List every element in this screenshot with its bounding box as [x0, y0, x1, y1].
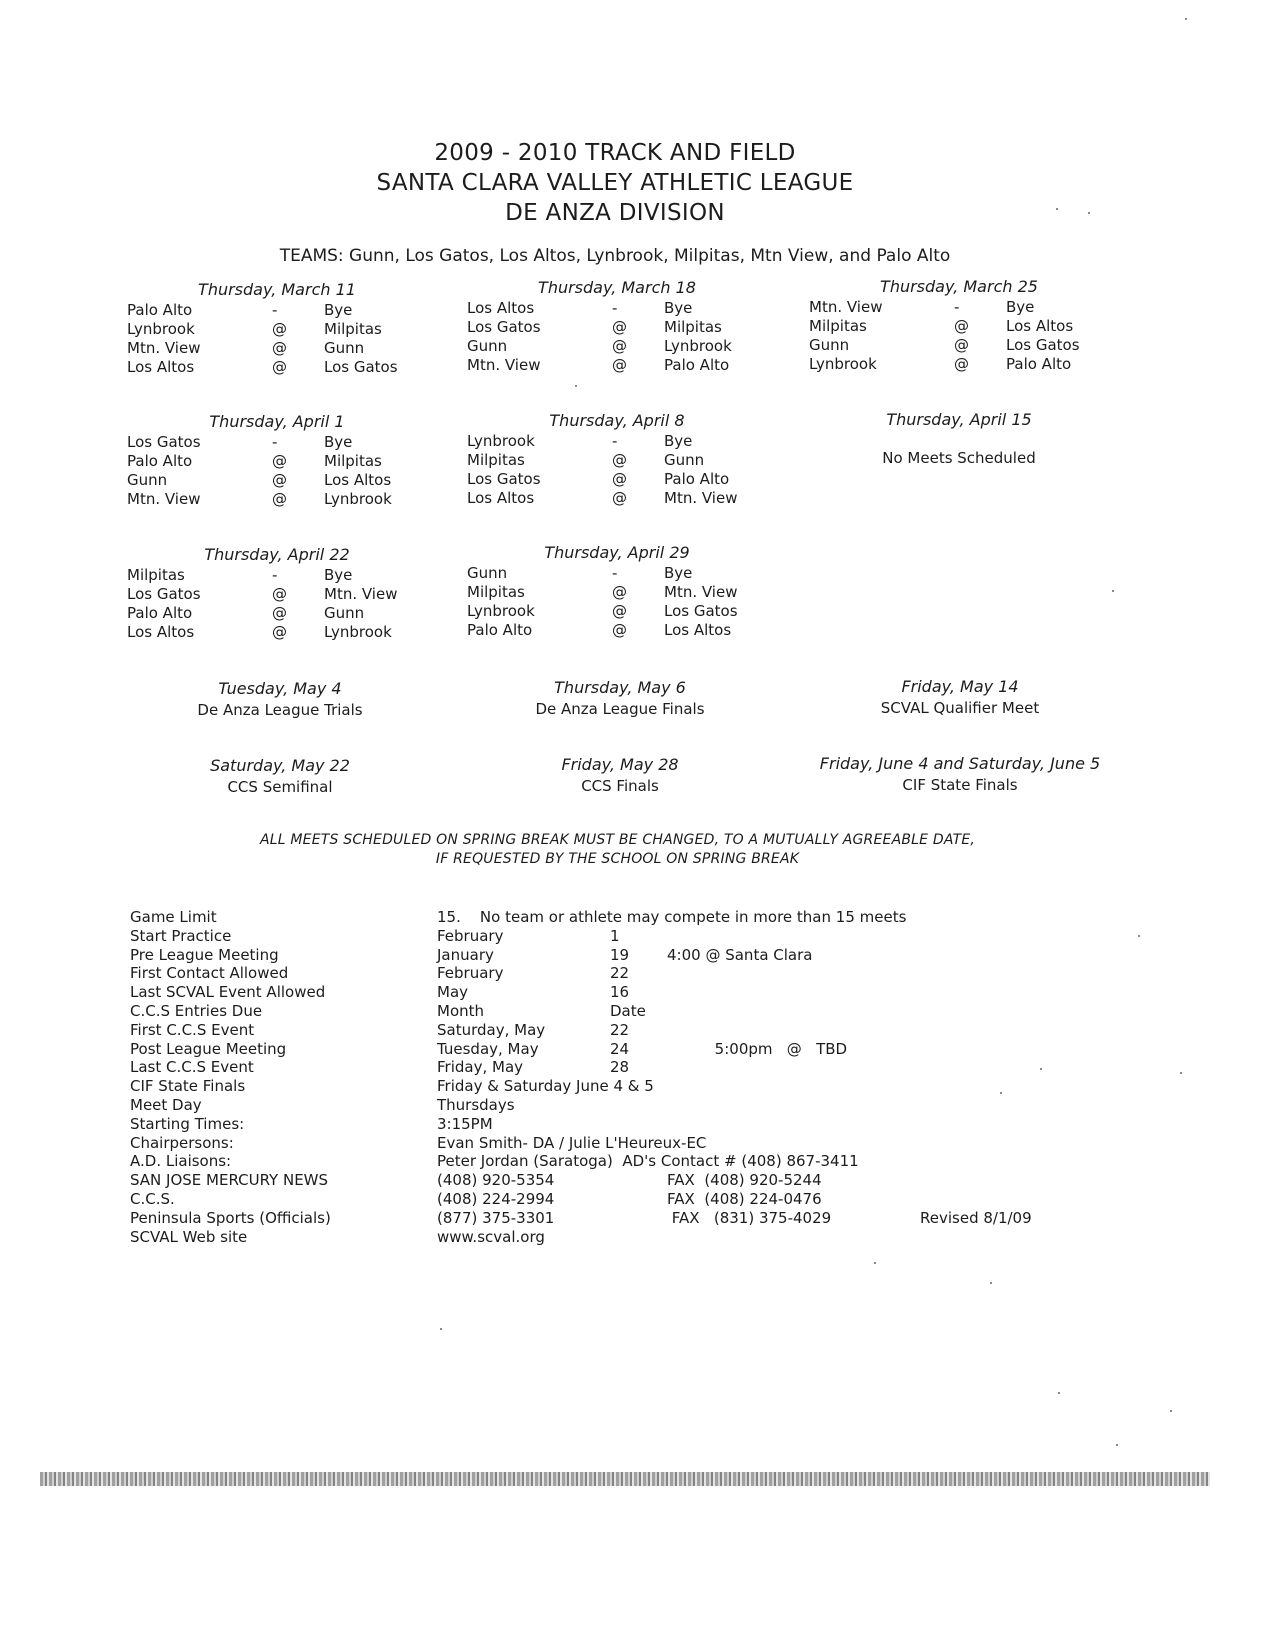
- matchup-home: Milpitas: [467, 451, 525, 469]
- matchup-row: [127, 566, 427, 585]
- info-v1: 15. No team or athlete may compete in more than 15 meets: [437, 908, 907, 926]
- matchup-home: Palo Alto: [127, 604, 193, 622]
- info-row: [130, 1040, 1130, 1059]
- info-v1: January: [437, 945, 494, 964]
- event-block: [130, 755, 430, 797]
- week-block: [127, 279, 427, 377]
- matchup-sep: @: [954, 317, 969, 335]
- event-block: [800, 753, 1120, 795]
- week-date: Thursday, April 22: [204, 545, 350, 564]
- matchup-sep: @: [612, 602, 627, 620]
- info-v1: (408) 920-5354: [437, 1171, 555, 1190]
- matchup-row: [467, 470, 767, 489]
- matchup-home: Mtn. View: [127, 339, 201, 357]
- event-block: [470, 677, 770, 719]
- matchup-home: Milpitas: [127, 566, 185, 584]
- matchup-home: Los Altos: [467, 299, 535, 317]
- matchup-home: Mtn. View: [467, 356, 541, 374]
- week-date: Thursday, April 1: [209, 412, 345, 431]
- matchup-row: [127, 339, 427, 358]
- matchup-row: [127, 433, 427, 452]
- matchup-home: Lynbrook: [467, 432, 535, 450]
- info-v1: Thursdays: [437, 1095, 515, 1114]
- scan-speck: [440, 1328, 442, 1330]
- matchup-home: Gunn: [467, 337, 508, 355]
- matchup-sep: @: [272, 585, 287, 603]
- scan-speck: [1116, 1444, 1118, 1446]
- matchup-sep: @: [612, 356, 627, 374]
- info-row: [130, 1209, 1130, 1228]
- info-v1: Friday, May: [437, 1058, 524, 1077]
- event-name: De Anza League Trials: [197, 701, 363, 719]
- info-v1: Tuesday, May: [437, 1039, 539, 1058]
- week-date: Thursday, April 15: [886, 410, 1032, 429]
- matchup-row: [467, 299, 767, 318]
- matchup-sep: @: [954, 336, 969, 354]
- event-block: [130, 678, 430, 720]
- matchup-row: [467, 489, 767, 508]
- info-label: Chairpersons:: [130, 1133, 234, 1152]
- matchup-away: Los Gatos: [664, 602, 738, 620]
- matchup-sep: @: [272, 358, 287, 376]
- week-date: Thursday, March 25: [880, 277, 1038, 296]
- info-row: [130, 1021, 1130, 1040]
- info-v1: Evan Smith- DA / Julie L'Heureux-EC: [437, 1133, 707, 1152]
- matchup-home: Palo Alto: [467, 621, 533, 639]
- matchup-row: [127, 358, 427, 377]
- matchup-sep: -: [612, 432, 618, 450]
- scan-speck: [1138, 935, 1140, 937]
- info-v3: FAX (408) 920-5244: [667, 1171, 822, 1190]
- matchup-sep: @: [272, 604, 287, 622]
- info-label: C.C.S Entries Due: [130, 1001, 263, 1020]
- info-v1: Peter Jordan (Saratoga) AD's Contact # (408) 867-3411: [437, 1152, 859, 1171]
- week-date: Thursday, March 11: [198, 280, 356, 299]
- matchup-sep: @: [612, 621, 627, 639]
- matchup-sep: @: [612, 337, 627, 355]
- matchup-sep: @: [272, 339, 287, 357]
- matchup-away: Bye: [664, 299, 693, 317]
- info-label: Starting Times:: [130, 1114, 245, 1133]
- info-v2: 22: [610, 1020, 630, 1039]
- matchup-away: Los Gatos: [1006, 336, 1080, 354]
- document-title: [0, 138, 1230, 228]
- matchup-away: Mtn. View: [324, 585, 398, 603]
- info-label: First C.C.S Event: [130, 1020, 255, 1039]
- matchup-sep: @: [272, 471, 287, 489]
- matchup-away: Lynbrook: [664, 337, 732, 355]
- info-v3: FAX (831) 375-4029: [667, 1208, 832, 1227]
- matchup-row: [127, 604, 427, 623]
- scan-speck: [1088, 212, 1090, 214]
- scan-speck: [1058, 1392, 1060, 1394]
- info-v2: 28: [610, 1058, 630, 1077]
- matchup-home: Los Gatos: [467, 470, 541, 488]
- scan-speck: [874, 1262, 876, 1264]
- event-name: CCS Finals: [581, 777, 659, 795]
- title-line-2: SANTA CLARA VALLEY ATHLETIC LEAGUE: [376, 170, 854, 196]
- matchup-sep: @: [612, 489, 627, 507]
- matchup-home: Gunn: [127, 471, 168, 489]
- week-date: Thursday, April 29: [544, 543, 690, 562]
- info-row: [130, 964, 1130, 983]
- matchup-row: [467, 451, 767, 470]
- matchup-away: Milpitas: [324, 320, 382, 338]
- matchup-row: [467, 621, 767, 640]
- matchup-row: [467, 356, 767, 375]
- event-block: [470, 754, 770, 796]
- matchup-away: Lynbrook: [324, 623, 392, 641]
- week-block: [127, 411, 427, 509]
- teams-line: TEAMS: Gunn, Los Gatos, Los Altos, Lynbrook, Milpitas, Mtn View, and Palo Alto: [279, 246, 951, 266]
- info-label: Last SCVAL Event Allowed: [130, 983, 326, 1002]
- matchup-sep: -: [272, 301, 278, 319]
- matchup-away: Los Altos: [324, 471, 392, 489]
- info-v2: 1: [610, 926, 620, 945]
- scan-speck: [1170, 1410, 1172, 1412]
- matchup-sep: -: [612, 299, 618, 317]
- matchup-row: [467, 432, 767, 451]
- matchup-home: Lynbrook: [467, 602, 535, 620]
- matchup-home: Mtn. View: [809, 298, 883, 316]
- matchup-away: Mtn. View: [664, 489, 738, 507]
- matchup-away: Mtn. View: [664, 583, 738, 601]
- event-name: SCVAL Qualifier Meet: [880, 699, 1040, 717]
- matchup-row: [809, 355, 1109, 374]
- matchup-sep: -: [612, 564, 618, 582]
- matchup-away: Los Altos: [1006, 317, 1074, 335]
- info-row: [130, 983, 1130, 1002]
- matchup-row: [127, 452, 427, 471]
- info-v2: 22: [610, 964, 630, 983]
- info-v2: Date: [610, 1001, 646, 1020]
- info-row: [130, 946, 1130, 965]
- matchup-sep: @: [272, 490, 287, 508]
- title-line-1: 2009 - 2010 TRACK AND FIELD: [434, 140, 796, 166]
- matchup-away: Bye: [324, 433, 353, 451]
- matchup-home: Gunn: [809, 336, 850, 354]
- info-row: [130, 927, 1130, 946]
- info-row: [130, 1134, 1130, 1153]
- matchup-away: Gunn: [664, 451, 705, 469]
- week-block: [467, 542, 767, 640]
- info-v1: (408) 224-2994: [437, 1189, 555, 1208]
- matchup-home: Los Altos: [127, 623, 195, 641]
- info-v4: Revised 8/1/09: [920, 1208, 1032, 1227]
- scan-speck: [1112, 590, 1114, 592]
- scan-speck: [1000, 1092, 1002, 1094]
- notice-line-1: ALL MEETS SCHEDULED ON SPRING BREAK MUST BE CHANGED, TO A MUTUALLY AGREEABLE DATE,: [259, 832, 976, 848]
- matchup-away: Los Gatos: [324, 358, 398, 376]
- matchup-home: Los Altos: [127, 358, 195, 376]
- info-label: C.C.S.: [130, 1189, 175, 1208]
- event-name: De Anza League Finals: [535, 700, 705, 718]
- event-date: Tuesday, May 4: [218, 679, 342, 698]
- matchup-row: [467, 583, 767, 602]
- matchup-away: Bye: [324, 566, 353, 584]
- info-label: Post League Meeting: [130, 1039, 287, 1058]
- matchup-away: Los Altos: [664, 621, 732, 639]
- info-row: [130, 1058, 1130, 1077]
- matchup-sep: @: [612, 470, 627, 488]
- week-block: [127, 544, 427, 642]
- matchup-home: Los Gatos: [467, 318, 541, 336]
- info-label: Start Practice: [130, 926, 232, 945]
- info-v2: 24: [610, 1039, 630, 1058]
- matchup-sep: @: [272, 623, 287, 641]
- matchup-away: Bye: [324, 301, 353, 319]
- matchup-row: [467, 318, 767, 337]
- matchup-sep: -: [954, 298, 960, 316]
- matchup-row: [127, 471, 427, 490]
- info-v1: www.scval.org: [437, 1227, 545, 1246]
- spring-break-notice: [0, 831, 1235, 869]
- event-date: Friday, June 4 and Saturday, June 5: [819, 754, 1101, 773]
- matchup-row: [127, 301, 427, 320]
- week-block: [809, 409, 1109, 469]
- matchup-row: [127, 585, 427, 604]
- matchup-sep: -: [272, 566, 278, 584]
- matchup-row: [467, 564, 767, 583]
- matchup-row: [127, 623, 427, 642]
- event-date: Thursday, May 6: [554, 678, 686, 697]
- info-label: Peninsula Sports (Officials): [130, 1208, 331, 1227]
- scan-speck: [1180, 1072, 1182, 1074]
- notice-line-2: IF REQUESTED BY THE SCHOOL ON SPRING BREAK: [435, 851, 800, 867]
- matchup-row: [809, 317, 1109, 336]
- week-block: [467, 410, 767, 508]
- week-note: No Meets Scheduled: [882, 449, 1036, 467]
- info-label: Meet Day: [130, 1095, 202, 1114]
- matchup-home: Los Gatos: [127, 433, 201, 451]
- info-row: [130, 1190, 1130, 1209]
- week-date: Thursday, March 18: [538, 278, 696, 297]
- info-v3: 4:00 @ Santa Clara: [667, 945, 813, 964]
- info-label: First Contact Allowed: [130, 964, 289, 983]
- info-row: [130, 1002, 1130, 1021]
- week-date: Thursday, April 8: [549, 411, 685, 430]
- matchup-away: Palo Alto: [664, 356, 730, 374]
- matchup-home: Milpitas: [467, 583, 525, 601]
- event-name: CCS Semifinal: [227, 778, 333, 796]
- matchup-sep: @: [612, 583, 627, 601]
- event-date: Friday, May 28: [561, 755, 679, 774]
- matchup-home: Lynbrook: [127, 320, 195, 338]
- info-row: [130, 1096, 1130, 1115]
- matchup-away: Gunn: [324, 604, 365, 622]
- info-v1: February: [437, 926, 504, 945]
- matchup-home: Lynbrook: [809, 355, 877, 373]
- info-v1: Friday & Saturday June 4 & 5: [437, 1077, 654, 1096]
- info-v3: FAX (408) 224-0476: [667, 1189, 822, 1208]
- title-line-3: DE ANZA DIVISION: [505, 200, 725, 226]
- matchup-sep: @: [954, 355, 969, 373]
- matchup-home: Mtn. View: [127, 490, 201, 508]
- scan-speck: [575, 385, 577, 387]
- matchup-home: Los Altos: [467, 489, 535, 507]
- info-v1: (877) 375-3301: [437, 1208, 555, 1227]
- week-block: [467, 277, 767, 375]
- info-v2: 16: [610, 983, 630, 1002]
- info-label: SCVAL Web site: [130, 1227, 248, 1246]
- info-row: [130, 1152, 1130, 1171]
- matchup-row: [809, 298, 1109, 317]
- matchup-sep: @: [612, 318, 627, 336]
- event-name: CIF State Finals: [902, 776, 1018, 794]
- info-v1: Saturday, May: [437, 1020, 546, 1039]
- info-v3: 5:00pm @ TBD: [667, 1039, 848, 1058]
- matchup-sep: @: [612, 451, 627, 469]
- info-row: [130, 1171, 1130, 1190]
- event-date: Saturday, May 22: [210, 756, 350, 775]
- info-label: Last C.C.S Event: [130, 1058, 254, 1077]
- info-v2: 19: [610, 945, 630, 964]
- matchup-away: Lynbrook: [324, 490, 392, 508]
- matchup-away: Bye: [1006, 298, 1035, 316]
- info-v1: Month: [437, 1001, 485, 1020]
- info-label: SAN JOSE MERCURY NEWS: [130, 1171, 329, 1190]
- matchup-home: Palo Alto: [127, 301, 193, 319]
- info-row: [130, 1077, 1130, 1096]
- matchup-home: Palo Alto: [127, 452, 193, 470]
- matchup-home: Milpitas: [809, 317, 867, 335]
- info-v1: 3:15PM: [437, 1114, 493, 1133]
- info-v1: May: [437, 983, 469, 1002]
- matchup-row: [467, 602, 767, 621]
- scan-speck: [1185, 18, 1187, 20]
- info-row: [130, 1115, 1130, 1134]
- matchup-away: Palo Alto: [1006, 355, 1072, 373]
- matchup-away: Milpitas: [664, 318, 722, 336]
- matchup-sep: @: [272, 452, 287, 470]
- info-label: Pre League Meeting: [130, 945, 279, 964]
- matchup-home: Gunn: [467, 564, 508, 582]
- matchup-away: Gunn: [324, 339, 365, 357]
- scan-artifact-bar: [40, 1472, 1210, 1486]
- matchup-away: Palo Alto: [664, 470, 730, 488]
- info-label: A.D. Liaisons:: [130, 1152, 232, 1171]
- event-block: [810, 676, 1110, 718]
- scan-speck: [1040, 1068, 1042, 1070]
- matchup-sep: @: [272, 320, 287, 338]
- league-info-table: [130, 908, 1130, 1246]
- matchup-row: [809, 336, 1109, 355]
- matchup-home: Los Gatos: [127, 585, 201, 603]
- info-label: CIF State Finals: [130, 1077, 246, 1096]
- info-row: [130, 1228, 1130, 1247]
- info-label: Game Limit: [130, 908, 217, 926]
- event-date: Friday, May 14: [901, 677, 1019, 696]
- week-block: [809, 276, 1109, 374]
- info-row: [130, 908, 1130, 927]
- matchup-row: [127, 490, 427, 509]
- info-v1: February: [437, 964, 504, 983]
- scan-speck: [1056, 208, 1058, 210]
- matchup-sep: -: [272, 433, 278, 451]
- matchup-away: Bye: [664, 432, 693, 450]
- matchup-away: Bye: [664, 564, 693, 582]
- scan-speck: [990, 1282, 992, 1284]
- matchup-away: Milpitas: [324, 452, 382, 470]
- matchup-row: [467, 337, 767, 356]
- matchup-row: [127, 320, 427, 339]
